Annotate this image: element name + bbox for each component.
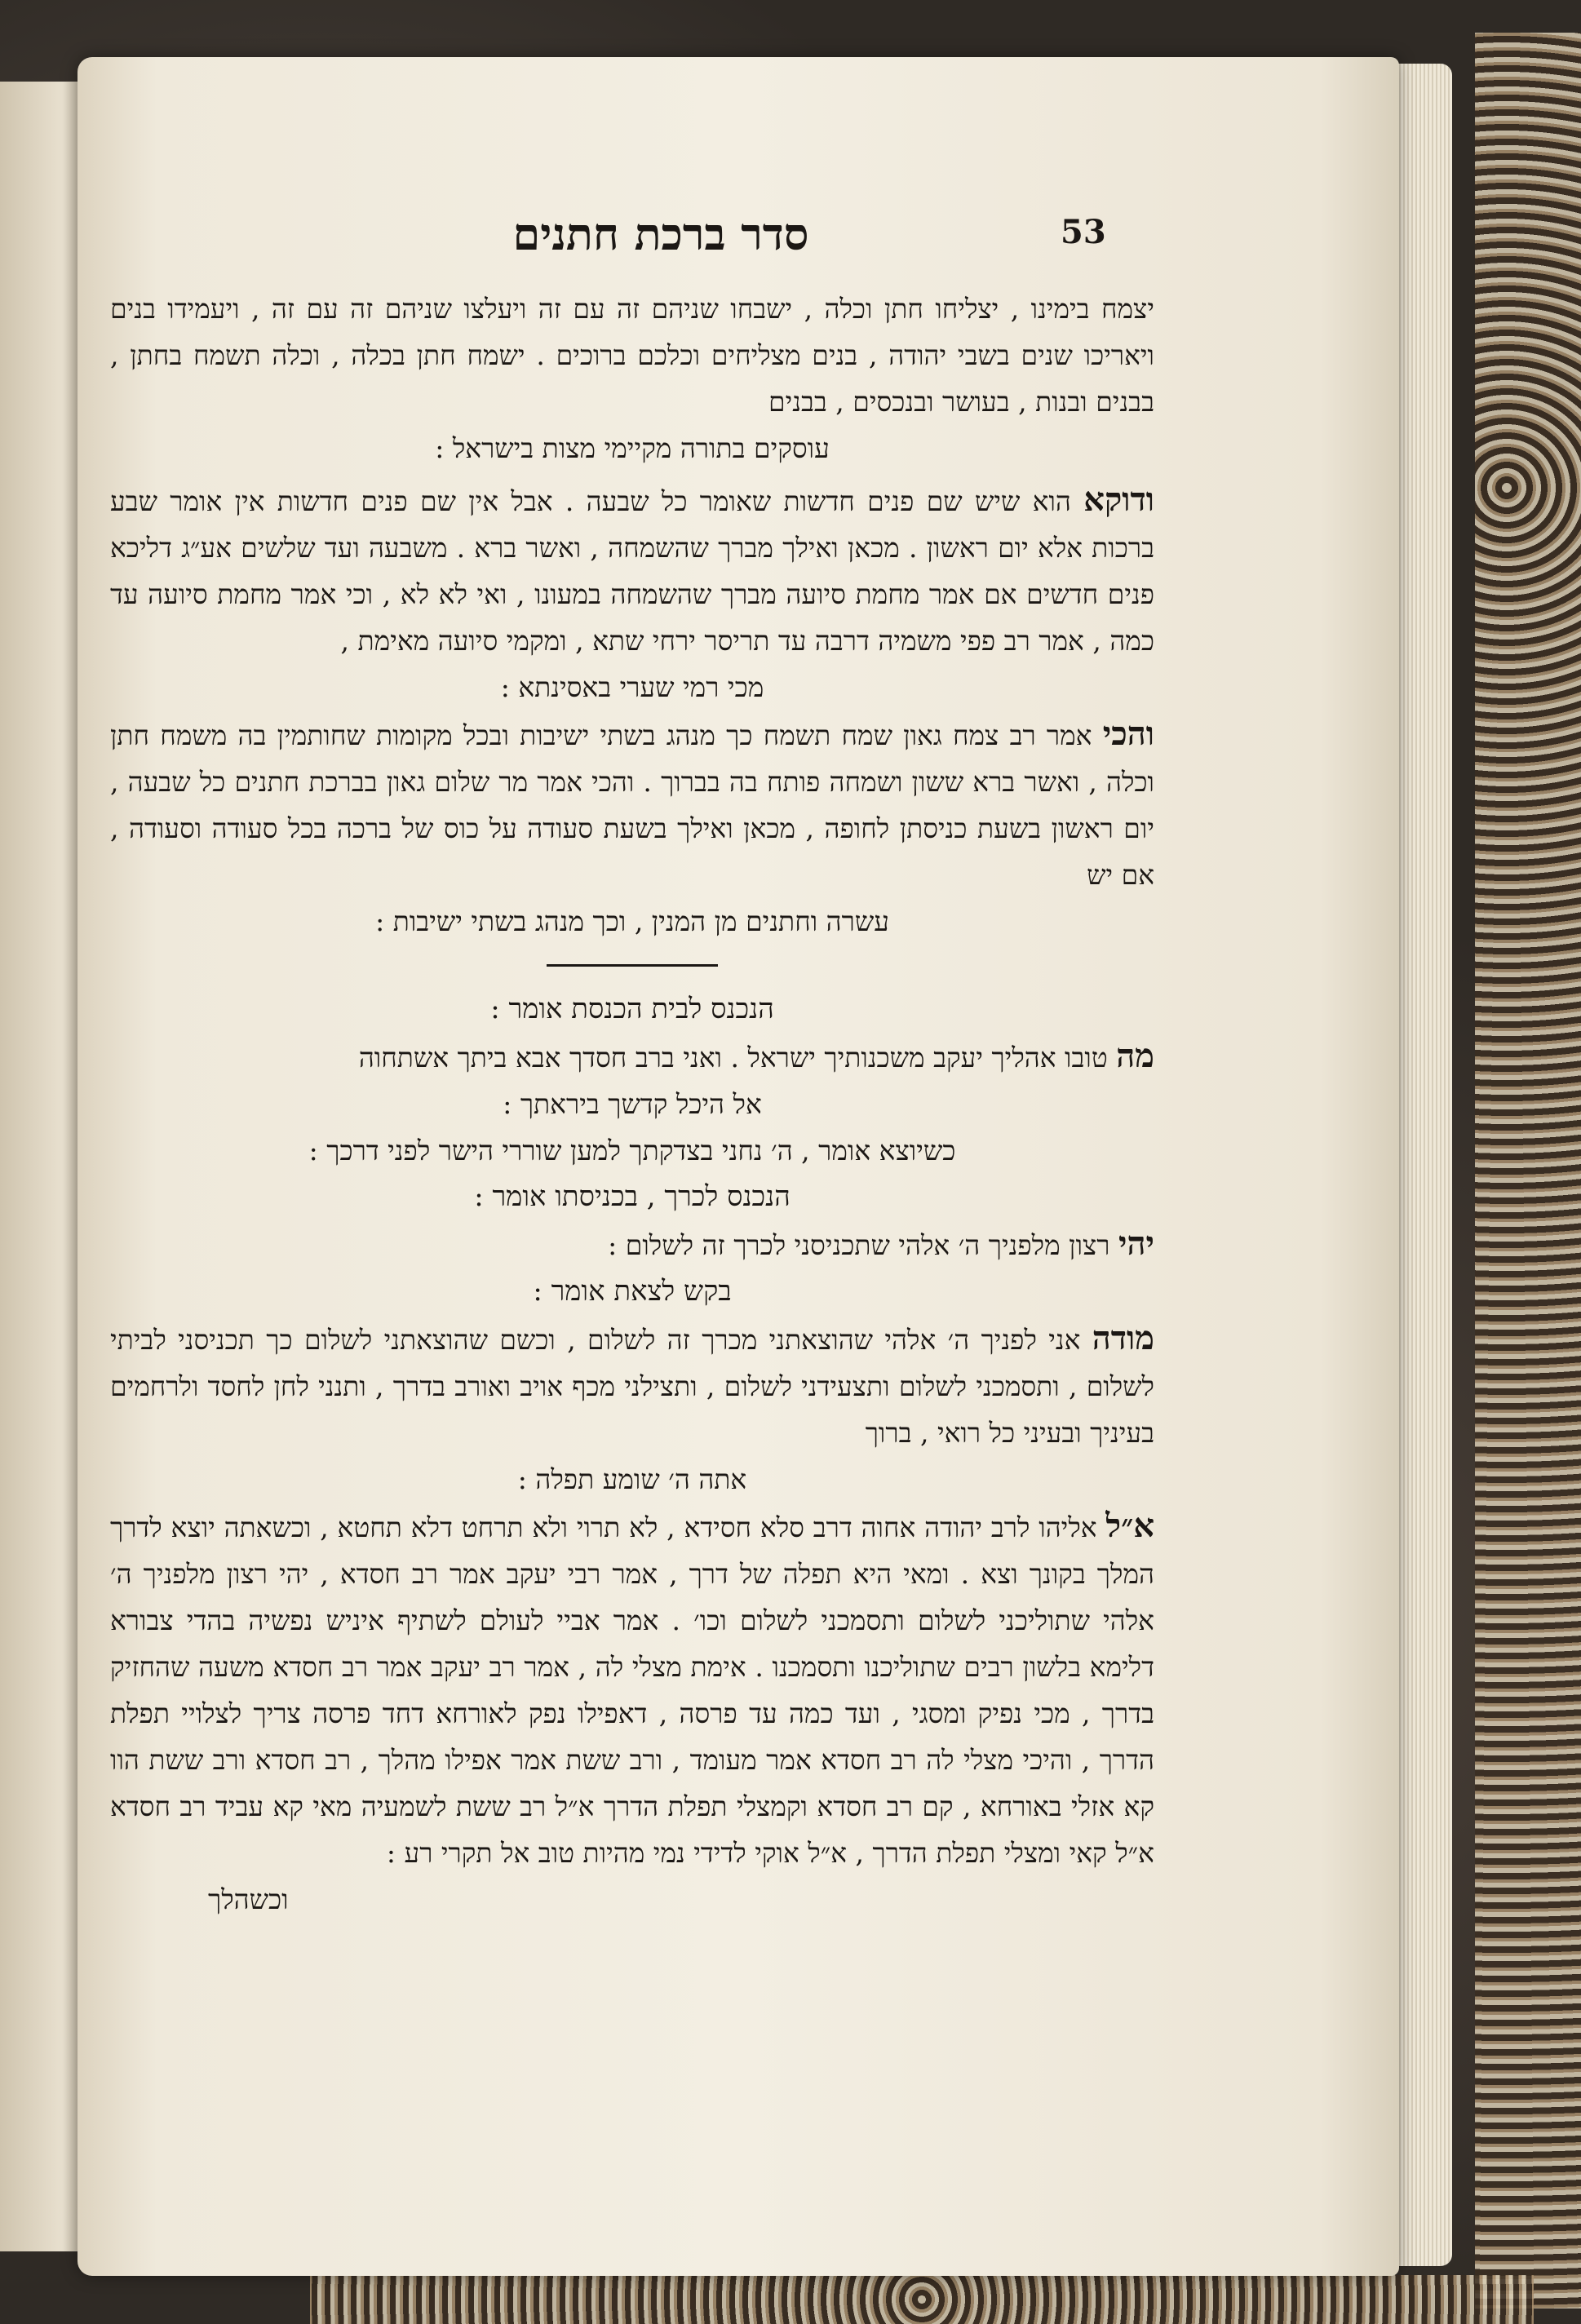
paragraph <box>110 1033 1154 1081</box>
section-heading: הנכנס לכרך , בכניסתו אומר : <box>474 1180 790 1213</box>
text: אמר רב צמח גאון שמח תשמח כך מנהג בשתי ישיבות ובכל מקומות שחותמין בה משמח חתן וכלה , ואשר ברא ששון ושמחה פותח בה בברוך . והכי אמר מר שלום גאון בברכת חתנים כל שבעה , יום ראשון בשעת כניסתן לחופה , מכאן ואילך בשעת סעודה על כוס של ברכה בכל סעודה וסעודה , אם יש <box>110 719 1154 891</box>
paragraph <box>110 286 1154 425</box>
paragraph-end: עשרה וחתנים מן המנין , וכך מנהג בשתי ישיבות : <box>375 905 889 937</box>
lead-word: א״ל <box>1105 1507 1154 1545</box>
catchword: וכשהלך <box>208 1884 289 1915</box>
paragraph <box>110 1220 1154 1268</box>
page-header <box>171 208 1118 273</box>
text: יצמח בימינו , יצליחו חתן וכלה , ישבחו שניהם זה עם זה ויעלצו שניהם זה עם זה , ויעמידו בנים ויאריכו שנים בשבי יהודה , בנים מצליחים וכלכם ברוכים . ישמח חתן בכלה , וכלה תשמח בחתן , בבנים ובנות , בעושר ובנכסים , בבנים <box>110 293 1154 418</box>
page-number: 53 <box>1061 213 1106 251</box>
previous-page-edge <box>0 82 90 2251</box>
section-heading: בקש לצאת אומר : <box>533 1275 732 1308</box>
page-text <box>110 286 1154 1923</box>
section-divider <box>547 964 718 967</box>
text: טובו אהליך יעקב משכנותיך ישראל . ואני ברב חסדך אבא ביתך אשתחוה <box>358 1042 1108 1073</box>
lead-word: מודה <box>1092 1319 1154 1357</box>
lead-word: והכי <box>1102 715 1154 753</box>
text: הוא שיש שם פנים חדשות שאומר כל שבעה . אבל אין שם פנים חדשות אין אומר שבע ברכות אלא יום ראשון . מכאן ואילך מברך שהשמחה , ואשר ברא . משבעה ועד שלשים אע״ג דליכא פנים חדשים אם אמר מחמת סיועה מברך שהשמחה במעונו , ואי לא לא , וכי אמר מחמת סיועה עד כמה , אמר רב פפי משמיה דרבה עד תריסר ירחי שתא , ומקמי סיועה מאימת , <box>110 485 1154 657</box>
paragraph: כשיוצא אומר , ה׳ נחני בצדקתך למען שוררי הישר לפני דרכך : <box>308 1135 956 1166</box>
text: אני לפניך ה׳ אלהי שהוצאתני מכרך זה לשלום , וכשם שהוצאתני לשלום כך תכניסני לביתי לשלום , ותסמכני לשלום ותצעידני לשלום , ותצילני מכף אויב ואורב בדרך , ותנני לחן לחסד ולרחמים בעיניך ובעיני כל רואי , ברוך <box>110 1324 1154 1449</box>
paragraph-end: אתה ה׳ שומע תפלה : <box>517 1463 747 1495</box>
section-heading: הנכנס לבית הכנסת אומר : <box>490 993 774 1025</box>
text: אליהו לרב יהודה אחוה דרב סלא חסידא , לא תרוי ולא תרחט דלא תחטא , וכשאתה יוצא לדרך המלך בקונך וצא . ומאי היא תפלה של דרך , אמר רבי יעקב אמר רב חסדא , יהי רצון מלפניך ה׳ אלהי שתוליכני לשלום ותסמכני לשלום וכו׳ . אמר אביי לעולם לשתיף איניש נפשיה בהדי צבורא דלימא בלשון רבים שתוליכנו ותסמכנו . אימת מצלי לה , אמר רב יעקב אמר רב חסדא משעה שהחזיק בדרך , מכי נפיק ומסגי , ועד כמה עד פרסה , דאפילו נפק לאורחא דחד פרסה צריך לצלויי תפלת הדרך , והיכי מצלי לה רב חסדא אמר מעומד , ורב ששת אמר אפילו מהלך , רב חסדא ורב ששת הוו קא אזלי באורחא , קם רב חסדא וקמצלי תפלת הדרך א״ל רב ששת לשמעיה מאי קא עביד רב חסדא א״ל קאי ומצלי תפלת הדרך , א״ל אוקי לדידי נמי מהיות טוב אל תקרי רע : <box>110 1512 1155 1869</box>
page-title: סדר ברכת חתנים <box>512 208 809 260</box>
lead-word: מה <box>1116 1037 1154 1075</box>
paragraph <box>110 476 1154 664</box>
paragraph-end: מכי רמי שערי באסינתא : <box>500 671 764 703</box>
paragraph <box>110 1503 1154 1876</box>
paragraph-end: עוסקים בתורה מקיימי מצות בישראל : <box>435 432 830 464</box>
lead-word: ודוקא <box>1083 480 1154 519</box>
paragraph <box>110 1315 1154 1456</box>
paragraph <box>110 710 1154 898</box>
marbled-cover-bottom <box>310 2275 1534 2324</box>
text: רצון מלפניך ה׳ אלהי שתכניסני לכרך זה לשלום : <box>608 1229 1110 1261</box>
paragraph-end: אל היכל קדשך ביראתך : <box>503 1088 762 1120</box>
marbled-cover-edge <box>1475 33 1581 2309</box>
lead-word: יהי <box>1118 1224 1154 1263</box>
